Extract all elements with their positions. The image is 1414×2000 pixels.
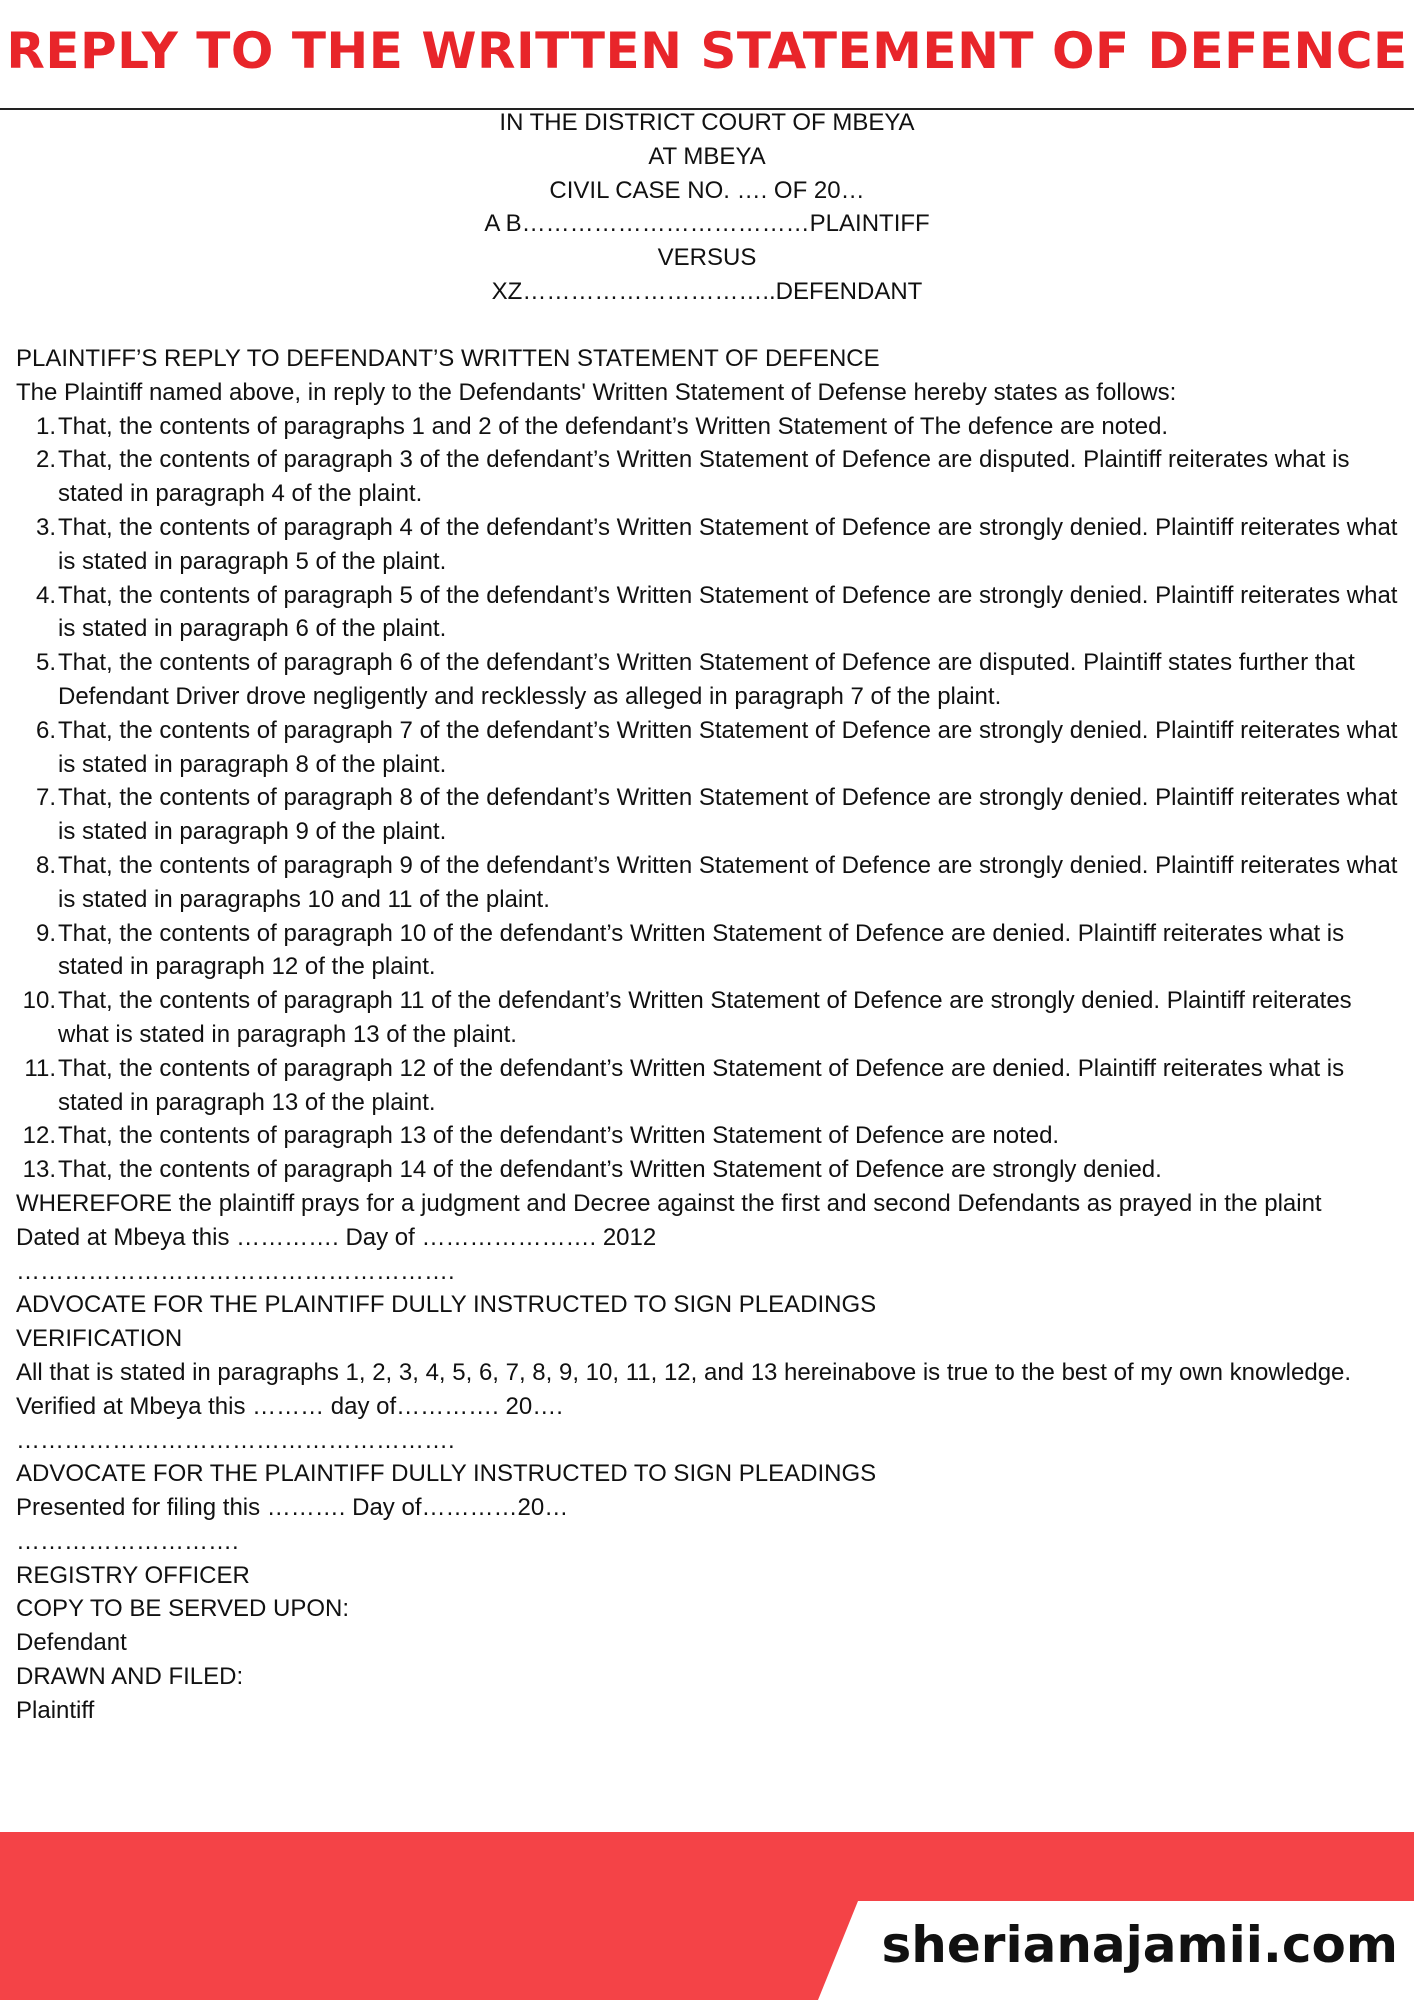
registry-officer-label: REGISTRY OFFICER [16, 1561, 250, 1589]
title-bar [0, 0, 1414, 110]
list-item [16, 984, 1400, 1052]
list-item [16, 646, 1400, 714]
paragraph-number: 8. [35, 851, 56, 879]
intro-text: The Plaintiff named above, in reply to the Defendants' Written Statement of Defense hereby states as follows: [16, 378, 1177, 406]
paragraph-text: That, the contents of paragraph 14 of the defendant’s Written Statement of Defence are strongly denied. [58, 1156, 1162, 1184]
court-location: AT MBEYA [648, 142, 766, 170]
defendant-party: XZ…………………………..DEFENDANT [491, 277, 923, 305]
verified-line: Verified at Mbeya this ……… day of…………. 20…. [16, 1392, 563, 1420]
list-item [16, 849, 1400, 917]
list-item [16, 917, 1400, 985]
list-item [16, 714, 1400, 782]
paragraph-text: That, the contents of paragraph 6 of the defendant’s Written Statement of Defence are disputed. Plaintiff states further that Defendant Driver drove negligently and recklessly as alleged in paragraph 7 of the plaint. [58, 649, 1355, 710]
paragraph-text: That, the contents of paragraph 4 of the defendant’s Written Statement of Defence are strongly denied. Plaintiff reiterates what is stated in paragraph 5 of the plaint. [58, 513, 1398, 575]
list-item [16, 1153, 1400, 1187]
document-body [16, 342, 1400, 1728]
paragraph-text: That, the contents of paragraph 5 of the defendant’s Written Statement of Defence are strongly denied. Plaintiff reiterates what is stated in paragraph 6 of the plaint. [58, 581, 1398, 643]
paragraph-number: 12. [22, 1122, 56, 1150]
site-name[interactable]: sherianajamii.com [881, 1916, 1398, 1974]
paragraph-number: 2. [35, 446, 56, 474]
court-header [0, 106, 1414, 309]
case-number: CIVIL CASE NO. …. OF 20… [549, 176, 865, 204]
paragraph-number: 5. [35, 649, 56, 677]
paragraph-number: 10. [22, 987, 56, 1015]
signature-line: ………………………………………………. [16, 1426, 455, 1454]
paragraph-number: 11. [24, 1054, 56, 1082]
advocate-signature-label: ADVOCATE FOR THE PLAINTIFF DULLY INSTRUCTED TO SIGN PLEADINGS [16, 1291, 877, 1319]
defendant-label: Defendant [16, 1629, 127, 1657]
paragraph-text: That, the contents of paragraph 7 of the defendant’s Written Statement of Defence are strongly denied. Plaintiff reiterates what is stated in paragraph 8 of the plaint. [58, 716, 1398, 778]
document-title: REPLY TO THE WRITTEN STATEMENT OF DEFENCE [6, 22, 1408, 80]
paragraph-number: 6. [35, 716, 56, 744]
paragraph-text: That, the contents of paragraph 13 of the defendant’s Written Statement of Defence are noted. [58, 1122, 1060, 1150]
versus-label: VERSUS [657, 244, 757, 272]
copy-served-label: COPY TO BE SERVED UPON: [16, 1595, 349, 1623]
plaintiff-party: A B………………………………PLAINTIFF [484, 210, 930, 238]
court-name: IN THE DISTRICT COURT OF MBEYA [499, 109, 915, 136]
paragraph-text: That, the contents of paragraph 11 of the defendant’s Written Statement of Defence are strongly denied. Plaintiff reiterates what is stated in paragraph 13 of the plaint. [58, 987, 1352, 1048]
list-item [16, 410, 1400, 444]
plaintiff-label: Plaintiff [16, 1696, 95, 1724]
dated-line: Dated at Mbeya this …………. Day of …………………. 2012 [16, 1223, 657, 1251]
list-item [16, 1119, 1400, 1153]
presented-line: Presented for filing this ………. Day of…………20… [16, 1494, 569, 1522]
advocate-signature-label: ADVOCATE FOR THE PLAINTIFF DULLY INSTRUCTED TO SIGN PLEADINGS [16, 1460, 877, 1488]
paragraph-number: 1. [35, 412, 56, 440]
reply-heading: PLAINTIFF’S REPLY TO DEFENDANT’S WRITTEN STATEMENT OF DEFENCE [16, 345, 880, 372]
verification-heading: VERIFICATION [16, 1325, 183, 1353]
paragraph-number: 3. [35, 513, 56, 541]
paragraph-text: That, the contents of paragraph 8 of the defendant’s Written Statement of Defence are strongly denied. Plaintiff reiterates what is stated in paragraph 9 of the plaint. [58, 784, 1398, 846]
paragraph-text: That, the contents of paragraphs 1 and 2 of the defendant’s Written Statement of The defence are noted. [58, 412, 1169, 440]
paragraph-number: 7. [35, 784, 56, 812]
paragraph-text: That, the contents of paragraph 3 of the defendant’s Written Statement of Defence are disputed. Plaintiff reiterates what is stated in paragraph 4 of the plaint. [58, 446, 1350, 508]
drawn-filed-label: DRAWN AND FILED: [16, 1663, 244, 1691]
list-item [16, 443, 1400, 511]
paragraph-list [16, 410, 1400, 1187]
list-item [16, 579, 1400, 647]
wherefore-clause: WHEREFORE the plaintiff prays for a judgment and Decree against the first and second Defendants as prayed in the plaint [16, 1189, 1322, 1217]
paragraph-text: That, the contents of paragraph 12 of the defendant’s Written Statement of Defence are denied. Plaintiff reiterates what is stated in paragraph 13 of the plaint. [58, 1054, 1345, 1116]
list-item [16, 511, 1400, 579]
paragraph-text: That, the contents of paragraph 10 of the defendant’s Written Statement of Defence are denied. Plaintiff reiterates what is stated in paragraph 12 of the plaint. [58, 919, 1345, 981]
paragraph-number: 4. [35, 581, 56, 609]
signature-line: ………………………………………………. [16, 1257, 455, 1285]
signature-line: ………………………. [16, 1527, 239, 1555]
paragraph-number: 13. [22, 1156, 56, 1184]
verification-text: All that is stated in paragraphs 1, 2, 3, 4, 5, 6, 7, 8, 9, 10, 11, 12, and 13 hereinabove is true to the best of my own knowledge. [16, 1358, 1352, 1386]
list-item [16, 1052, 1400, 1120]
list-item [16, 781, 1400, 849]
paragraph-text: That, the contents of paragraph 9 of the defendant’s Written Statement of Defence are strongly denied. Plaintiff reiterates what is stated in paragraphs 10 and 11 of the plaint. [58, 851, 1398, 913]
paragraph-number: 9. [35, 919, 56, 947]
